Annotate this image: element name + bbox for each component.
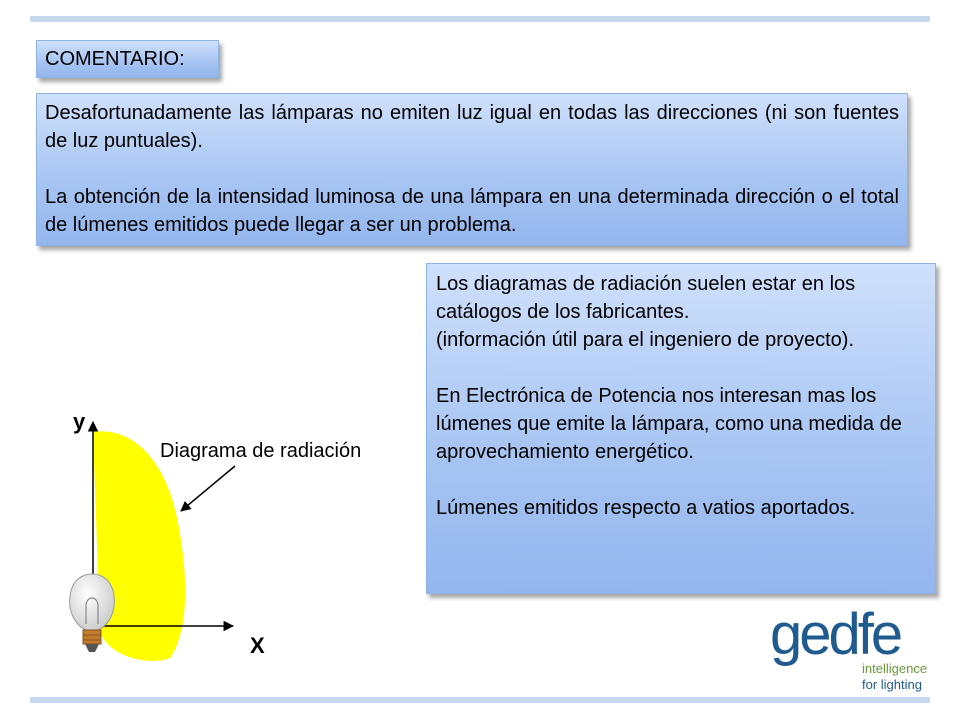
bottom-divider: [30, 697, 930, 703]
x-axis-label: X: [250, 633, 265, 658]
logo-tagline-line-1: intelligence: [862, 661, 928, 676]
y-axis-label: y: [73, 409, 86, 434]
logo-tagline-line-2: for lighting: [862, 677, 922, 692]
top-divider: [30, 16, 930, 22]
info-paragraph-1: Los diagramas de radiación suelen estar en los catálogos de los fabricantes.: [436, 273, 856, 323]
info-text-box: [426, 263, 936, 594]
comment-label: [36, 40, 219, 78]
info-paragraph-4: Lúmenes emitidos respecto a vatios aportados.: [436, 497, 856, 519]
info-paragraph-3: En Electrónica de Potencia nos interesan mas los lúmenes que emite la lámpara, como una medida de aprovechamiento energético.: [436, 385, 902, 463]
logo-wordmark: gedfe: [770, 602, 901, 667]
comment-label-text: COMENTARIO:: [45, 48, 185, 70]
intro-paragraph-1: Desafortunadamente las lámparas no emiten luz igual en todas las direcciones (ni son fuentes de luz puntuales).: [45, 102, 899, 152]
radiation-diagram: [60, 400, 410, 670]
intro-paragraph-2: La obtención de la intensidad luminosa de una lámpara en una determinada dirección o el total de lúmenes emitidos puede llegar a ser un problema.: [45, 186, 899, 236]
gedfe-logo: [770, 600, 940, 695]
info-paragraph-2: (información útil para el ingeniero de proyecto).: [436, 329, 854, 351]
radiation-diagram-label: Diagrama de radiación: [160, 440, 362, 462]
intro-text-box: [36, 93, 908, 246]
radiation-pointer-arrow: [181, 466, 235, 511]
